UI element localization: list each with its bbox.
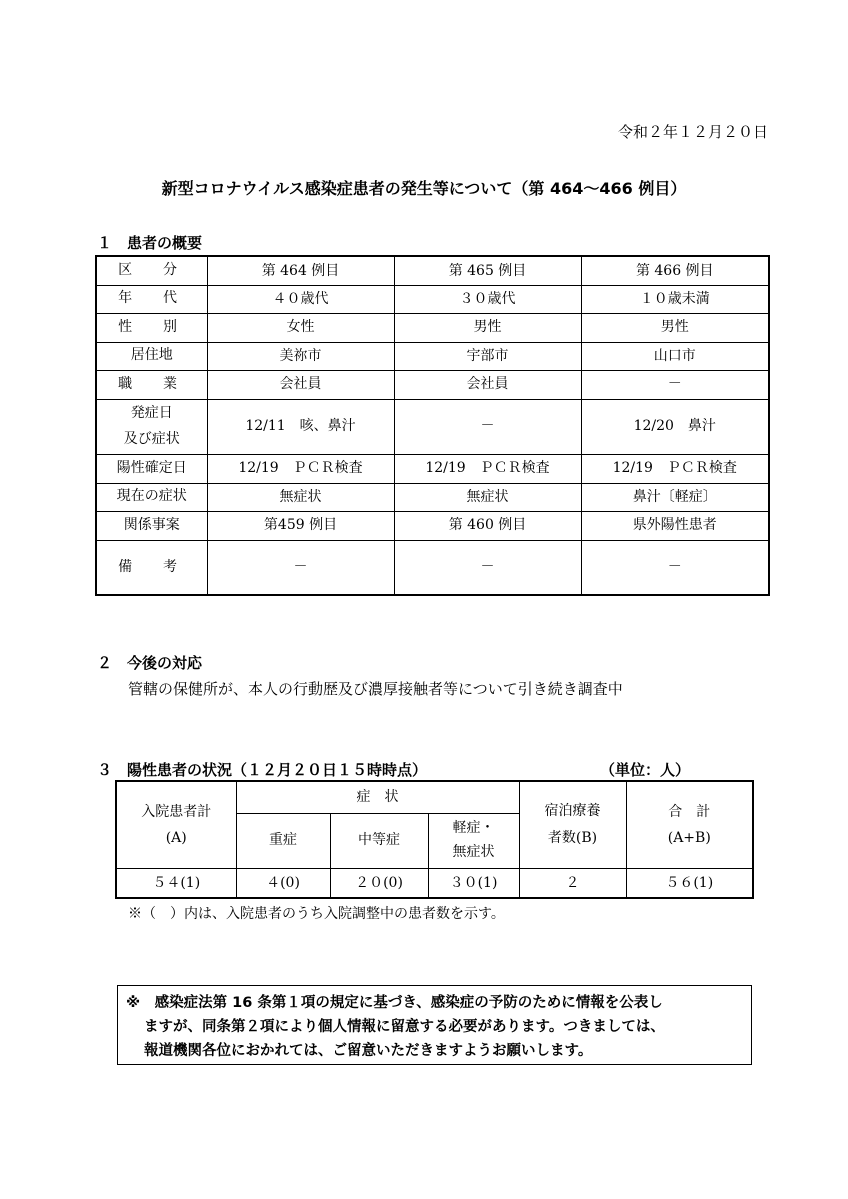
row-label: 職 業 [96, 370, 207, 399]
header-moderate: 中等症 [330, 813, 428, 868]
table-row [96, 483, 769, 511]
case-2-cell: 第 465 例目 [394, 256, 581, 285]
table-row [96, 399, 769, 454]
header-lodging: 宿泊療養 者数(B) [519, 781, 626, 868]
case-2-cell: 無症状 [394, 483, 581, 511]
header-mild: 軽症・ 無症状 [428, 813, 519, 868]
case-1-cell: 会社員 [207, 370, 394, 399]
case-1-cell: 無症状 [207, 483, 394, 511]
case-2-cell: ３０歳代 [394, 285, 581, 313]
notice-line-1: ※ 感染症法第 16 条第１項の規定に基づき、感染症の予防のために情報を公表し [126, 995, 663, 1011]
row-label: 関係事案 [96, 511, 207, 540]
case-3-cell: １０歳未満 [581, 285, 769, 313]
case-3-cell: － [581, 540, 769, 595]
positive-patient-status-table [115, 780, 754, 899]
table-row [96, 540, 769, 595]
row-label: 発症日 及び症状 [96, 399, 207, 454]
section-2-title: 今後の対応 [127, 654, 203, 672]
row-label: 居住地 [96, 342, 207, 370]
header-symptom: 症 状 [236, 781, 519, 813]
status-note: ※（ ）内は、入院患者のうち入院調整中の患者数を示す。 [128, 906, 505, 922]
header-total-label: 合 計 [668, 803, 711, 820]
header-severe: 重症 [236, 813, 330, 868]
header-total [626, 781, 753, 868]
case-3-cell: 第 466 例目 [581, 256, 769, 285]
case-2-cell: 宇部市 [394, 342, 581, 370]
case-2-cell: 12/19 ＰＣＲ検査 [394, 454, 581, 483]
case-3-cell: － [581, 370, 769, 399]
header-inpatient-sub: (A) [165, 829, 187, 846]
section-3-number: ３ [97, 761, 113, 779]
row-label: 陽性確定日 [96, 454, 207, 483]
case-3-cell: 12/20 鼻汁 [581, 399, 769, 454]
table-row [96, 342, 769, 370]
case-3-cell: 山口市 [581, 342, 769, 370]
case-3-cell: 県外陽性患者 [581, 511, 769, 540]
row-label: 年 代 [96, 285, 207, 313]
table-row [96, 370, 769, 399]
case-1-cell: 美祢市 [207, 342, 394, 370]
section-3-title: 陽性患者の状況（１２月２０日１５時時点） [127, 761, 428, 779]
case-1-cell: － [207, 540, 394, 595]
table-row [96, 285, 769, 313]
case-1-cell: 女性 [207, 313, 394, 342]
value-inpatient: ５４(1) [116, 868, 236, 898]
section-1-title: 患者の概要 [127, 234, 203, 252]
value-moderate: ２０(0) [330, 868, 428, 898]
case-3-cell: 男性 [581, 313, 769, 342]
case-3-cell: 12/19 ＰＣＲ検査 [581, 454, 769, 483]
header-total-sub: (A+B) [667, 829, 711, 846]
document-date: 令和２年１２月２０日 [617, 123, 768, 141]
section-2-heading [97, 652, 202, 673]
case-2-cell: 第 460 例目 [394, 511, 581, 540]
table-row [96, 511, 769, 540]
case-2-cell: 会社員 [394, 370, 581, 399]
row-label: 現在の症状 [96, 483, 207, 511]
row-label: 区 分 [96, 256, 207, 285]
row-label: 性 別 [96, 313, 207, 342]
patient-summary-table [95, 255, 770, 596]
case-2-cell: － [394, 399, 581, 454]
section-3-heading [97, 759, 427, 780]
section-1-heading [97, 232, 202, 253]
notice-line-3: 報道機関各位におかれては、ご留意いただきますようお願いします。 [144, 1043, 593, 1059]
unit-label: （単位：人） [600, 761, 691, 779]
header-inpatient-label: 入院患者計 [141, 803, 212, 820]
table-row [96, 256, 769, 285]
section-1-number: １ [97, 234, 113, 252]
case-1-cell: 第459 例目 [207, 511, 394, 540]
case-1-cell: 第 464 例目 [207, 256, 394, 285]
case-2-cell: 男性 [394, 313, 581, 342]
case-1-cell: ４０歳代 [207, 285, 394, 313]
case-1-cell: 12/19 ＰＣＲ検査 [207, 454, 394, 483]
row-label: 備 考 [96, 540, 207, 595]
table-row [96, 454, 769, 483]
document-title: 新型コロナウイルス感染症患者の発生等について（第 464～466 例目） [161, 179, 687, 198]
case-1-cell: 12/11 咳、鼻汁 [207, 399, 394, 454]
value-lodging: ２ [519, 868, 626, 898]
case-3-cell: 鼻汁〔軽症〕 [581, 483, 769, 511]
case-2-cell: － [394, 540, 581, 595]
header-inpatient [116, 781, 236, 868]
value-total: ５６(1) [626, 868, 753, 898]
section-2-number: ２ [97, 654, 113, 672]
notice-line-2: ますが、同条第２項により個人情報に留意する必要があります。つきましては、 [144, 1019, 665, 1035]
table-row [96, 313, 769, 342]
response-text: 管轄の保健所が、本人の行動歴及び濃厚接触者等について引き続き調査中 [128, 680, 623, 698]
disclosure-notice [117, 985, 752, 1065]
value-mild: ３０(1) [428, 868, 519, 898]
value-severe: ４(0) [236, 868, 330, 898]
